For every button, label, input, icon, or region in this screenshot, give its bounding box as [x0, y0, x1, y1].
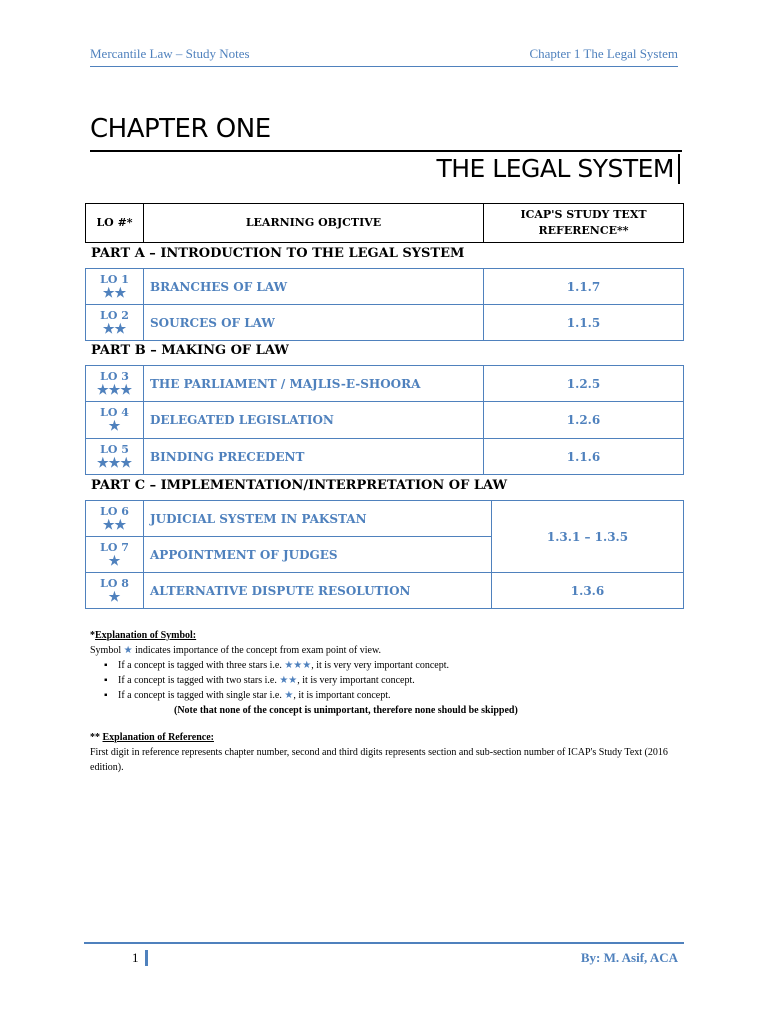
- header-left: Mercantile Law – Study Notes: [90, 46, 250, 61]
- page-footer: [84, 942, 684, 966]
- col-lo: LO #*: [86, 204, 144, 243]
- objective-cell: APPOINTMENT OF JUDGES: [144, 537, 492, 573]
- col-reference: ICAP'S STUDY TEXT REFERENCE**: [484, 204, 684, 243]
- importance-note: (Note that none of the concept is unimportant, therefore none should be skipped): [174, 705, 518, 716]
- table-row: [86, 402, 684, 439]
- page-number: 1: [132, 950, 148, 966]
- reference-cell: 1.3.1 – 1.3.5: [492, 501, 684, 573]
- star-icons: ★★: [102, 517, 127, 533]
- chapter-rule: [90, 150, 682, 152]
- lo-cell: LO 3 ★★★: [86, 366, 144, 402]
- lo-cell: LO 8 ★: [86, 573, 144, 609]
- part-c-label: PART C – IMPLEMENTATION/INTERPRETATION OF LAW: [91, 478, 508, 493]
- double-asterisk-mark: **: [90, 732, 100, 743]
- list-item: ▪ If a concept is tagged with single star i.e. ★, it is important concept.: [118, 688, 690, 703]
- reference-cell: 1.2.6: [484, 402, 684, 439]
- page-header: [90, 46, 678, 67]
- objective-cell: BRANCHES OF LAW: [144, 269, 484, 305]
- author-credit: By: M. Asif, ACA: [580, 950, 678, 965]
- reference-cell: 1.1.5: [484, 305, 684, 341]
- reference-cell: 1.2.5: [484, 366, 684, 402]
- table-row: [86, 439, 684, 475]
- asterisk-mark: *: [90, 630, 95, 641]
- lo-cell: LO 4 ★: [86, 402, 144, 439]
- table-row: [86, 366, 684, 402]
- symbol-line: Symbol ★ indicates importance of the concept from exam point of view.: [90, 645, 382, 656]
- objective-cell: ALTERNATIVE DISPUTE RESOLUTION: [144, 573, 492, 609]
- reference-cell: 1.1.7: [484, 269, 684, 305]
- lo-cell: LO 1 ★★: [86, 269, 144, 305]
- table-header: [85, 203, 684, 243]
- objective-cell: BINDING PRECEDENT: [144, 439, 484, 475]
- star-icons: ★★★: [97, 455, 132, 471]
- col-objective: LEARNING OBJCTIVE: [144, 204, 484, 243]
- part-c-table: [85, 500, 684, 609]
- table-row: [86, 573, 684, 609]
- objective-cell: DELEGATED LEGISLATION: [144, 402, 484, 439]
- star-icon: ★★★: [284, 660, 312, 671]
- part-a-table: [85, 268, 684, 341]
- symbol-explanation: [90, 628, 690, 718]
- star-icon: ★★: [279, 675, 298, 686]
- lo-cell: LO 7 ★: [86, 537, 144, 573]
- chapter-heading: CHAPTER ONE: [90, 114, 271, 144]
- lo-cell: LO 2 ★★: [86, 305, 144, 341]
- symbol-list: [90, 658, 690, 703]
- reference-explanation: [90, 730, 690, 775]
- reference-cell: 1.1.6: [484, 439, 684, 475]
- objective-cell: THE PARLIAMENT / MAJLIS-E-SHOORA: [144, 366, 484, 402]
- star-icons: ★★: [102, 285, 127, 301]
- table-row: [86, 305, 684, 341]
- reference-text: First digit in reference represents chapter number, second and third digits represents section and sub-section number of ICAP's Study Text (2016 edition).: [90, 747, 668, 773]
- list-item: ▪ If a concept is tagged with three stars i.e. ★★★, it is very very important concept.: [118, 658, 690, 673]
- objective-cell: JUDICIAL SYSTEM IN PAKSTAN: [144, 501, 492, 537]
- star-icon: ★: [123, 645, 133, 656]
- part-b-label: PART B – MAKING OF LAW: [91, 343, 289, 358]
- part-b-table: [85, 365, 684, 475]
- star-icons: ★: [108, 553, 121, 569]
- star-icons: ★: [108, 419, 121, 434]
- star-icons: ★★: [102, 321, 127, 337]
- list-item: ▪ If a concept is tagged with two stars i.e. ★★, it is very important concept.: [118, 673, 690, 688]
- star-icons: ★: [108, 589, 121, 605]
- chapter-title: THE LEGAL SYSTEM: [436, 154, 680, 184]
- table-row: [86, 501, 684, 537]
- lo-cell: LO 5 ★★★: [86, 439, 144, 475]
- part-a-label: PART A – INTRODUCTION TO THE LEGAL SYSTEM: [91, 246, 465, 261]
- star-icons: ★★★: [97, 382, 132, 398]
- reference-heading: Explanation of Reference:: [102, 732, 214, 743]
- header-right: Chapter 1 The Legal System: [529, 46, 678, 61]
- table-row: [86, 269, 684, 305]
- reference-cell: 1.3.6: [492, 573, 684, 609]
- symbol-heading: Explanation of Symbol:: [95, 630, 197, 641]
- objective-cell: SOURCES OF LAW: [144, 305, 484, 341]
- star-icon: ★: [284, 690, 294, 701]
- lo-cell: LO 6 ★★: [86, 501, 144, 537]
